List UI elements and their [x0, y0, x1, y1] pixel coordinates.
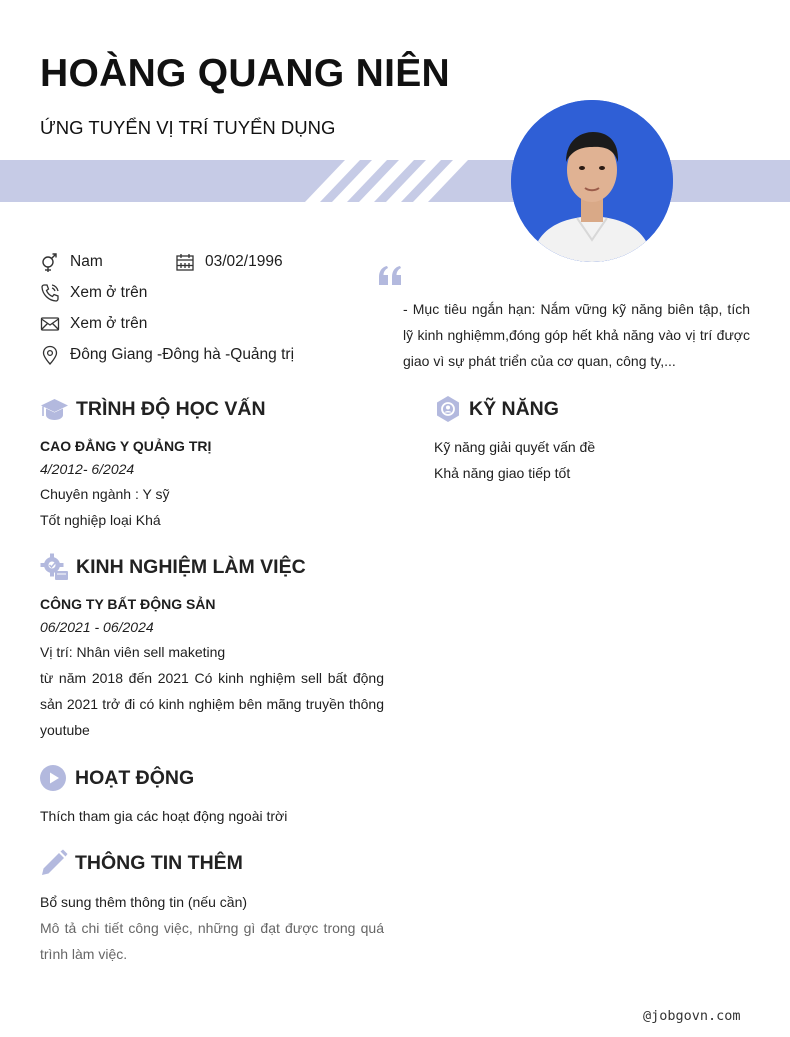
- skills-title: KỸ NĂNG: [469, 397, 559, 420]
- education-entry: [40, 435, 384, 533]
- calendar-icon: [175, 252, 195, 272]
- activities-title: HOẠT ĐỘNG: [75, 766, 195, 789]
- phone-row: [40, 283, 147, 303]
- education-period: 4/2012- 6/2024: [40, 461, 135, 477]
- email-icon: [40, 314, 60, 334]
- candidate-name: HOÀNG QUANG NIÊN: [40, 52, 450, 95]
- experience-entry: [40, 593, 384, 743]
- skill-badge-icon: [434, 395, 462, 423]
- skill-item: Khả năng giao tiếp tốt: [434, 465, 571, 481]
- birthdate-value: 03/02/1996: [205, 253, 283, 270]
- phone-value: Xem ở trên: [70, 284, 148, 301]
- skills-list: [434, 434, 595, 486]
- education-title: TRÌNH ĐỘ HỌC VẤN: [76, 397, 266, 420]
- address-value: Đông Giang -Đông hà -Quảng trị: [70, 346, 295, 363]
- company-name: CÔNG TY BẤT ĐỘNG SẢN: [40, 596, 216, 612]
- experience-header: [40, 553, 306, 581]
- location-icon: [40, 345, 60, 365]
- quote-icon: [378, 265, 402, 287]
- additional-header: [40, 849, 243, 877]
- experience-title: KINH NGHIỆM LÀM VIỆC: [76, 555, 306, 578]
- activities-text: Thích tham gia các hoạt động ngoài trời: [40, 808, 288, 824]
- education-major: Chuyên ngành : Y sỹ: [40, 486, 170, 502]
- gender-icon: [40, 252, 60, 272]
- activities-header: [40, 764, 194, 792]
- graduation-cap-icon: [40, 395, 69, 423]
- watermark: @jobgovn.com: [643, 1008, 741, 1024]
- skill-item: Kỹ năng giải quyết vấn đề: [434, 439, 596, 455]
- email-value: Xem ở trên: [70, 315, 148, 332]
- birthdate-row: [175, 252, 283, 272]
- additional-title: THÔNG TIN THÊM: [75, 851, 243, 874]
- decorative-stripes: [300, 160, 470, 202]
- position-title: ỨNG TUYỂN VỊ TRÍ TUYỂN DỤNG: [40, 117, 336, 138]
- additional-text-1: Bổ sung thêm thông tin (nếu cần): [40, 894, 248, 910]
- experience-description: từ năm 2018 đến 2021 Có kinh nghiệm sell bất động sản 2021 trở đi có kinh nghiệm bên mãng truyền thông youtube: [40, 670, 384, 738]
- activities-entry: [40, 803, 384, 829]
- pencil-icon: [40, 849, 68, 877]
- play-icon: [40, 764, 68, 792]
- address-row: [40, 345, 294, 365]
- experience-role: Vị trí: Nhân viên sell maketing: [40, 644, 226, 660]
- phone-icon: [40, 283, 60, 303]
- email-row: [40, 314, 147, 334]
- gear-badge-icon: [40, 553, 69, 581]
- additional-entry: [40, 889, 384, 967]
- education-grade: Tốt nghiệp loại Khá: [40, 512, 161, 528]
- gender-value: Nam: [70, 253, 103, 270]
- career-objective: - Mục tiêu ngắn hạn: Nắm vững kỹ năng biên tập, tích lỹ kinh nghiệmm,đóng góp hết khả năng vào vị trí được giao vì sự phát triển của cơ quan, công ty,...: [403, 301, 750, 369]
- profile-photo: [511, 100, 673, 262]
- experience-period: 06/2021 - 06/2024: [40, 619, 154, 635]
- school-name: CAO ĐẲNG Y QUẢNG TRỊ: [40, 438, 212, 454]
- additional-text-2: Mô tả chi tiết công việc, những gì đạt được trong quá trình làm việc.: [40, 920, 384, 962]
- education-header: [40, 395, 266, 423]
- gender-row: [40, 252, 103, 272]
- skills-header: [434, 395, 559, 423]
